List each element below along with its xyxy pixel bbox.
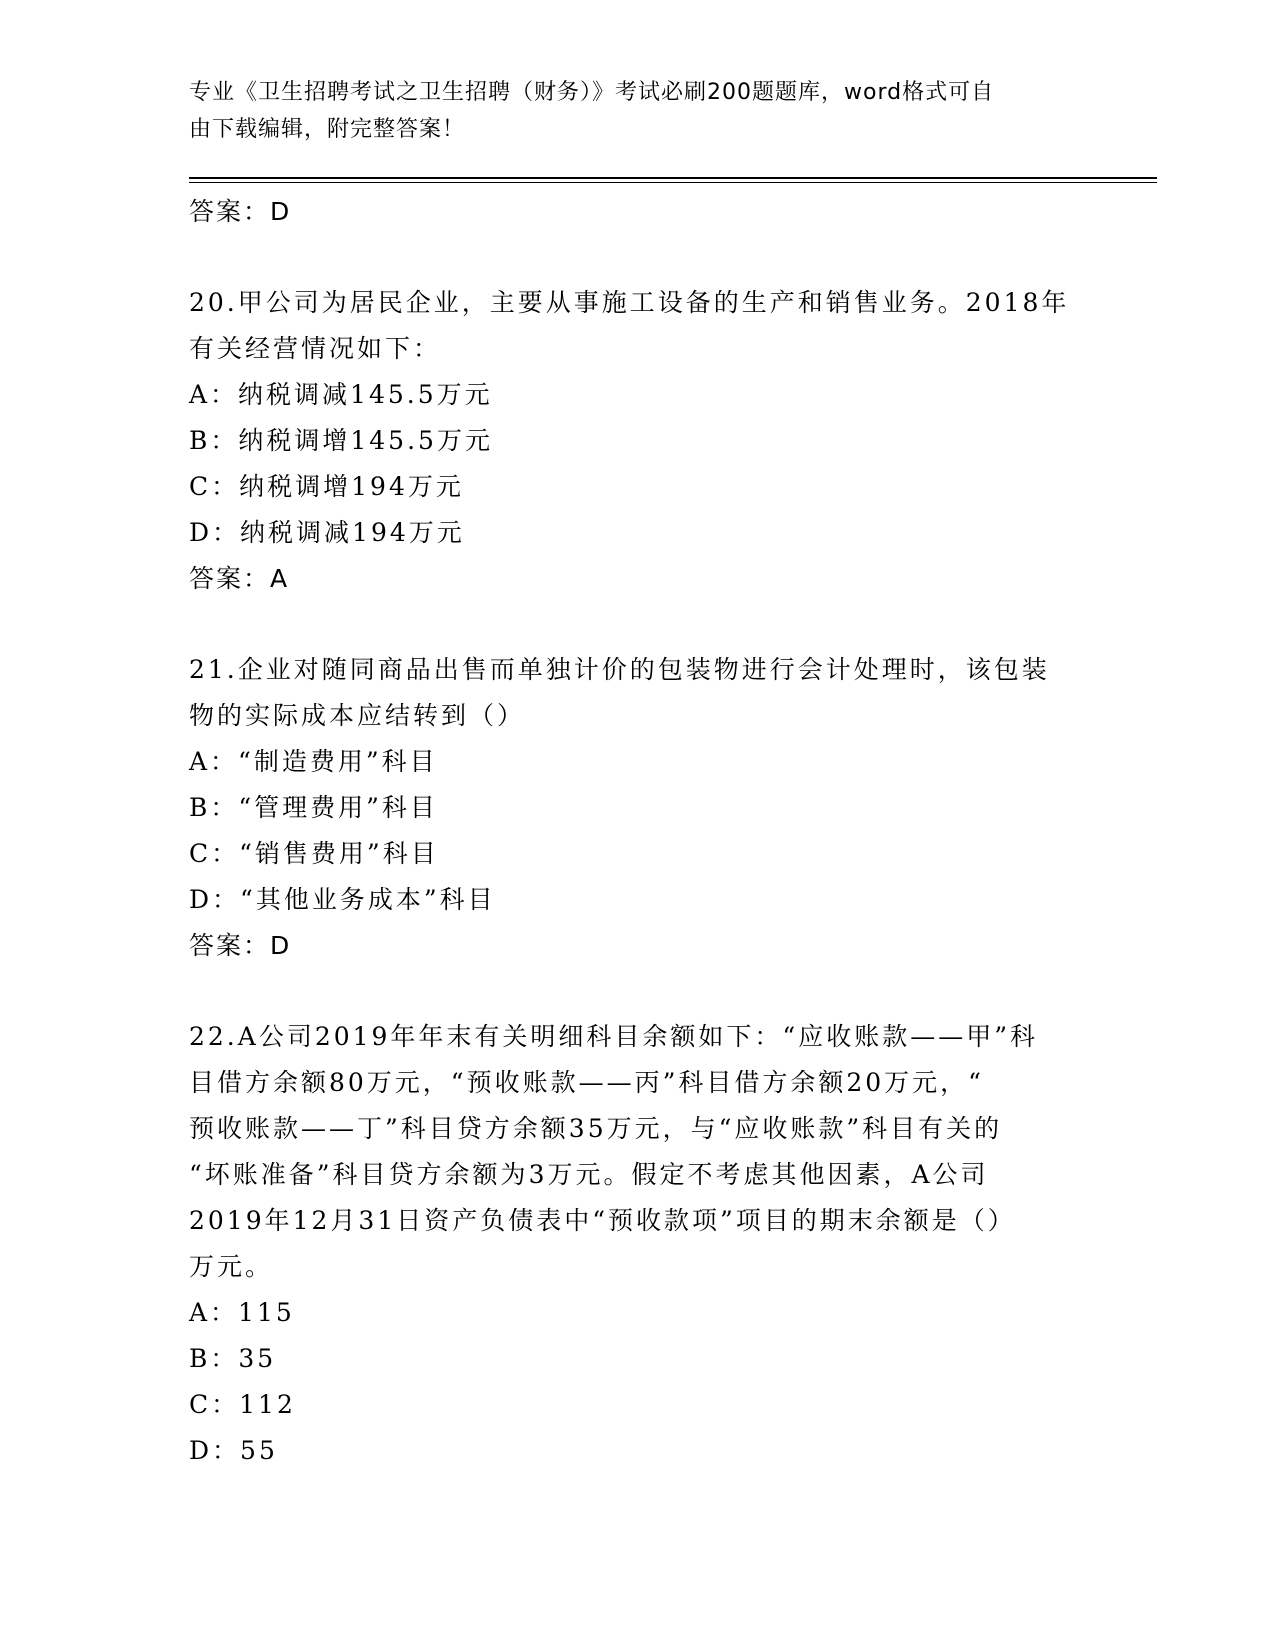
option-c: C：“销售费用”科目 xyxy=(189,839,439,868)
option-a: A：115 xyxy=(189,1298,295,1327)
question-stem-line: 21.企业对随同商品出售而单独计价的包装物进行会计处理时，该包装 xyxy=(189,655,1050,684)
answer-line: 答案：A xyxy=(189,564,290,593)
question-stem-line: 20.甲公司为居民企业，主要从事施工设备的生产和销售业务。2018年 xyxy=(189,288,1070,317)
option-b: B：35 xyxy=(189,1344,277,1373)
option-c: C：112 xyxy=(189,1390,296,1419)
header-line-1: 专业《卫生招聘考试之卫生招聘（财务）》考试必刷200题题库，word格式可自 xyxy=(189,80,995,105)
header-divider-thick xyxy=(189,177,1157,179)
option-c: C：纳税调增194万元 xyxy=(189,472,464,501)
option-d: D：55 xyxy=(189,1436,278,1465)
question-20 xyxy=(189,280,1089,602)
option-b: B：纳税调增145.5万元 xyxy=(189,426,493,455)
question-stem-line: 2019年12月31日资产负债表中“预收款项”项目的期末余额是（） xyxy=(189,1206,1016,1235)
question-stem-line: “坏账准备”科目贷方余额为3万元。假定不考虑其他因素，A公司 xyxy=(189,1160,989,1189)
spacer xyxy=(189,969,1089,1014)
option-d: D：“其他业务成本”科目 xyxy=(189,885,496,914)
question-22 xyxy=(189,1014,1089,1474)
question-stem-line: 目借方余额80万元，“预收账款——丙”科目借方余额20万元，“ xyxy=(189,1068,984,1097)
option-a: A：“制造费用”科目 xyxy=(189,747,438,776)
question-stem-line: 有关经营情况如下： xyxy=(189,334,442,363)
spacer xyxy=(189,602,1089,647)
previous-answer: 答案：D xyxy=(189,197,292,226)
header-line-2: 由下载编辑，附完整答案！ xyxy=(189,117,466,142)
header-divider-thin xyxy=(189,182,1157,183)
question-list xyxy=(189,189,1089,1474)
question-stem-line: 预收账款——丁”科目贷方余额35万元，与“应收账款”科目有关的 xyxy=(189,1114,1003,1143)
page-header xyxy=(189,74,1089,148)
spacer xyxy=(189,235,1089,280)
question-stem-line: 22.A公司2019年年末有关明细科目余额如下：“应收账款——甲”科 xyxy=(189,1022,1038,1051)
question-stem-line: 物的实际成本应结转到（） xyxy=(189,701,526,730)
option-a: A：纳税调减145.5万元 xyxy=(189,380,493,409)
option-b: B：“管理费用”科目 xyxy=(189,793,438,822)
question-stem-line: 万元。 xyxy=(189,1252,274,1281)
answer-line: 答案：D xyxy=(189,931,292,960)
question-21 xyxy=(189,647,1089,969)
option-d: D：纳税调减194万元 xyxy=(189,518,465,547)
